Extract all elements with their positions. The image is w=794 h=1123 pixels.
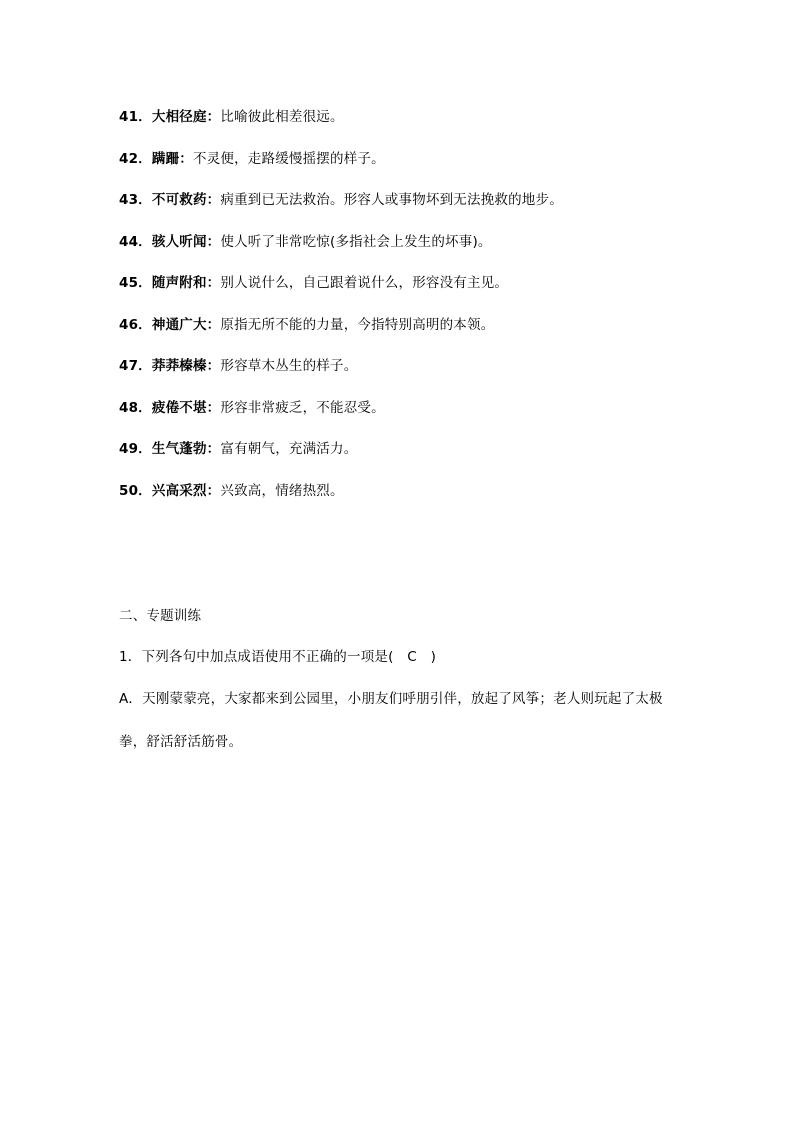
idiom-definition: 兴致高，情绪热烈。 xyxy=(220,483,344,499)
idiom-definition: 不灵便，走路缓慢摇摆的样子。 xyxy=(193,151,385,167)
idiom-entry-46 xyxy=(119,316,494,334)
option-a-line-1: A．天刚蒙蒙亮，大家都来到公园里，小朋友们呼朋引伴，放起了风筝；老人则玩起了太极 xyxy=(119,691,663,707)
idiom-definition: 病重到已无法救治。形容人或事物坏到无法挽救的地步。 xyxy=(220,192,563,208)
idiom-definition: 使人听了非常吃惊(多指社会上发生的坏事)。 xyxy=(220,234,492,250)
idiom-definition: 别人说什么，自己跟着说什么，形容没有主见。 xyxy=(220,275,509,291)
idiom-term: 43．不可救药： xyxy=(119,192,221,208)
idiom-entry-48 xyxy=(119,399,385,417)
idiom-entry-42 xyxy=(119,150,385,168)
idiom-definition: 形容草木丛生的样子。 xyxy=(220,358,358,374)
idiom-term: 48．疲倦不堪： xyxy=(119,400,221,416)
question-stem: 1．下列各句中加点成语使用不正确的一项是( C ) xyxy=(119,649,437,665)
idiom-term: 47．莽莽榛榛： xyxy=(119,358,221,374)
idiom-entry-44 xyxy=(119,233,492,251)
idiom-entry-45 xyxy=(119,274,508,292)
idiom-entry-43 xyxy=(119,191,563,209)
idiom-term: 42．蹒跚： xyxy=(119,151,193,167)
idiom-definition: 富有朝气，充满活力。 xyxy=(220,441,358,457)
idiom-entry-49 xyxy=(119,440,357,458)
idiom-term: 45．随声附和： xyxy=(119,275,221,291)
idiom-definition: 形容非常疲乏，不能忍受。 xyxy=(220,400,385,416)
idiom-definition: 比喻彼此相差很远。 xyxy=(220,109,344,125)
idiom-entry-47 xyxy=(119,357,357,375)
idiom-term: 41．大相径庭： xyxy=(119,109,221,125)
idiom-term: 50．兴高采烈： xyxy=(119,483,221,499)
idiom-term: 49．生气蓬勃： xyxy=(119,441,221,457)
idiom-definition: 原指无所不能的力量，今指特别高明的本领。 xyxy=(220,317,495,333)
idiom-entry-41 xyxy=(119,108,344,126)
idiom-term: 46．神通广大： xyxy=(119,317,221,333)
idiom-term: 44．骇人听闻： xyxy=(119,234,221,250)
section-title: 二、专题训练 xyxy=(119,608,202,624)
idiom-entry-50 xyxy=(119,482,344,500)
option-a-line-2: 拳，舒活舒活筋骨。 xyxy=(119,734,243,750)
